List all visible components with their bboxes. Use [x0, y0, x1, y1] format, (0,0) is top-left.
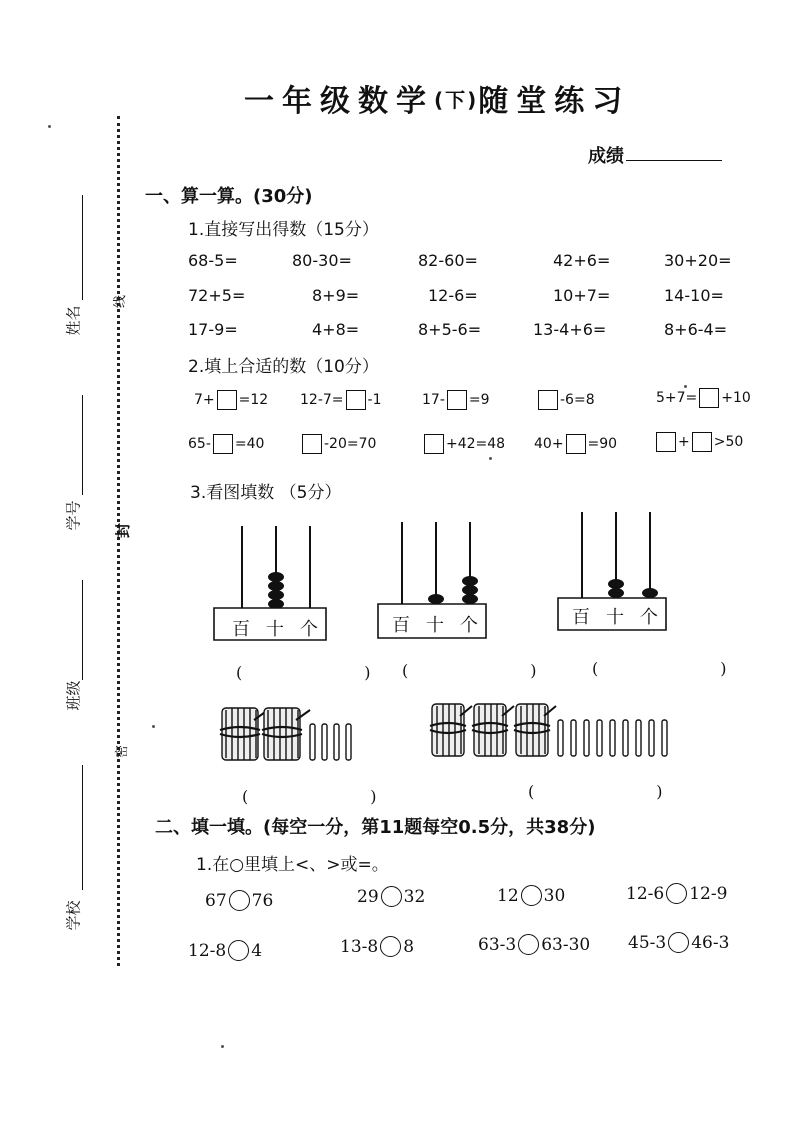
fill-post: -1: [367, 392, 382, 408]
answer-box[interactable]: [566, 434, 586, 454]
stick-group-2: [428, 696, 676, 762]
title-paren: (下): [434, 88, 479, 112]
fill-blank-item: [422, 434, 505, 454]
compare-left: 45-3: [628, 932, 667, 953]
compare-left: 29: [357, 886, 379, 907]
answer-box[interactable]: [424, 434, 444, 454]
equation: 68-5=: [188, 251, 238, 270]
compare-item: [497, 885, 565, 906]
stick-group-1: [218, 700, 358, 766]
abacus-3: [556, 508, 668, 634]
fill-pre: 65-: [188, 436, 211, 452]
fill-blank-item: [188, 434, 264, 454]
equation: 14-10=: [664, 286, 724, 305]
equation: 8+6-4=: [664, 320, 728, 339]
compare-right: 12-9: [689, 883, 728, 904]
compare-circle[interactable]: [666, 883, 687, 904]
sidebar-school-blank[interactable]: [82, 765, 83, 890]
score-blank[interactable]: [626, 160, 722, 161]
compare-right: 8: [403, 936, 415, 957]
scan-speck: [48, 125, 51, 128]
compare-right: 63-30: [541, 934, 591, 955]
abacus-2: [376, 518, 488, 642]
place-label-ones: 个: [640, 607, 658, 628]
fill-pre: 7+: [194, 392, 215, 408]
answer-box[interactable]: [302, 434, 322, 454]
section1-heading: 一、算一算。(30分): [145, 186, 313, 207]
fill-post: =90: [587, 436, 618, 452]
fill-post: +42=48: [446, 436, 506, 452]
page-title: [244, 76, 630, 120]
answer-paren[interactable]: ( ): [236, 663, 401, 682]
place-label-tens: 十: [266, 619, 284, 640]
place-label-ones: 个: [300, 619, 318, 640]
equation: 82-60=: [418, 251, 478, 270]
score-label: 成绩: [588, 146, 624, 167]
fill-blank-item: [422, 390, 490, 410]
q2-label: 2.填上合适的数（10分）: [188, 357, 379, 377]
compare-right: 30: [543, 885, 566, 906]
fill-post: =12: [238, 392, 269, 408]
title-main: 一年级数学: [244, 84, 434, 119]
scan-speck: [221, 1045, 224, 1048]
compare-right: 46-3: [691, 932, 730, 953]
binding-dotted-line: [117, 116, 120, 966]
fill-blank-item: [300, 390, 381, 410]
title-tail: 随堂练习: [478, 84, 631, 119]
compare-left: 67: [205, 890, 227, 911]
compare-left: 63-3: [478, 934, 517, 955]
sidebar-name-blank[interactable]: [82, 195, 83, 300]
equation: 8+5-6=: [418, 320, 482, 339]
q1-label: 1.直接写出得数（15分）: [188, 220, 379, 240]
answer-box[interactable]: [656, 432, 676, 452]
answer-box[interactable]: [346, 390, 366, 410]
answer-box[interactable]: [213, 434, 233, 454]
sidebar-class-blank[interactable]: [82, 580, 83, 680]
compare-left: 13-8: [340, 936, 379, 957]
compare-item: [357, 886, 425, 907]
fill-mid: +: [678, 434, 690, 450]
compare-item: [478, 934, 590, 955]
place-label-hundreds: 百: [232, 619, 250, 640]
compare-left: 12: [497, 885, 519, 906]
fill-blank-item: [654, 432, 743, 452]
place-label-tens: 十: [606, 607, 624, 628]
compare-circle[interactable]: [381, 886, 402, 907]
compare-circle[interactable]: [668, 932, 689, 953]
scan-speck: [489, 457, 492, 460]
place-label-hundreds: 百: [392, 615, 410, 636]
equation: 17-9=: [188, 320, 238, 339]
equation: 30+20=: [664, 251, 732, 270]
answer-paren[interactable]: ( ): [242, 787, 407, 806]
fill-post: =40: [234, 436, 265, 452]
place-label-hundreds: 百: [572, 607, 590, 628]
fill-pre: 40+: [534, 436, 564, 452]
answer-box[interactable]: [699, 388, 719, 408]
compare-left: 12-8: [188, 940, 227, 961]
answer-paren[interactable]: ( ): [402, 661, 567, 680]
q3-label: 3.看图填数 （5分）: [190, 483, 342, 503]
compare-circle[interactable]: [518, 934, 539, 955]
fill-post: +10: [721, 390, 751, 406]
compare-item: [205, 890, 273, 911]
seal-secret-mark: 密: [115, 744, 131, 759]
equation: 4+8=: [312, 320, 360, 339]
place-label-tens: 十: [426, 615, 444, 636]
compare-item: [628, 932, 729, 953]
compare-item: [188, 940, 262, 961]
fill-post: >50: [713, 434, 744, 450]
equation: 72+5=: [188, 286, 246, 305]
equation: 42+6=: [553, 251, 611, 270]
fill-pre: 5+7=: [656, 390, 698, 406]
compare-circle[interactable]: [228, 940, 249, 961]
compare-item: [626, 883, 727, 904]
compare-right: 32: [403, 886, 426, 907]
compare-circle[interactable]: [521, 885, 542, 906]
sidebar-name-label: 姓名: [64, 305, 83, 336]
compare-left: 12-6: [626, 883, 665, 904]
s2-q1-label: 1.在○里填上<、>或=。: [196, 855, 389, 875]
answer-paren[interactable]: ( ): [592, 659, 757, 678]
sidebar-id-label: 学号: [64, 500, 83, 531]
fill-blank-item: [534, 434, 617, 454]
answer-box[interactable]: [692, 432, 712, 452]
equation: 13-4+6=: [533, 320, 607, 339]
compare-circle[interactable]: [380, 936, 401, 957]
fill-post: -6=8: [560, 392, 595, 408]
fill-blank-item: [194, 390, 268, 410]
fill-blank-item: [656, 388, 751, 408]
equation: 80-30=: [292, 251, 352, 270]
sidebar-school-label: 学校: [64, 900, 83, 931]
equation: 8+9=: [312, 286, 360, 305]
sidebar-class-label: 班级: [64, 680, 83, 711]
answer-box[interactable]: [217, 390, 237, 410]
compare-item: [340, 936, 414, 957]
answer-paren[interactable]: ( ): [528, 782, 693, 801]
equation: 10+7=: [553, 286, 611, 305]
scan-speck: [152, 725, 155, 728]
stick-bundles-drawing: [218, 700, 358, 766]
compare-circle[interactable]: [229, 890, 250, 911]
answer-box[interactable]: [538, 390, 558, 410]
abacus-1: [212, 522, 330, 644]
compare-right: 76: [251, 890, 274, 911]
fill-post: =9: [468, 392, 490, 408]
seal-line-mark: 线: [113, 294, 129, 309]
answer-box[interactable]: [447, 390, 467, 410]
compare-right: 4: [251, 940, 263, 961]
sidebar-id-blank[interactable]: [82, 395, 83, 495]
fill-blank-item: [300, 434, 376, 454]
section2-heading: 二、填一填。(每空一分，第11题每空0.5分，共38分): [155, 817, 596, 838]
equation: 12-6=: [428, 286, 478, 305]
fill-pre: 12-7=: [300, 392, 344, 408]
fill-post: -20=70: [324, 436, 377, 452]
fill-pre: 17-: [422, 392, 445, 408]
seal-seal-mark: 封: [114, 522, 133, 539]
place-label-ones: 个: [460, 615, 478, 636]
stick-bundles-drawing: [428, 696, 676, 762]
fill-blank-item: [536, 390, 595, 410]
